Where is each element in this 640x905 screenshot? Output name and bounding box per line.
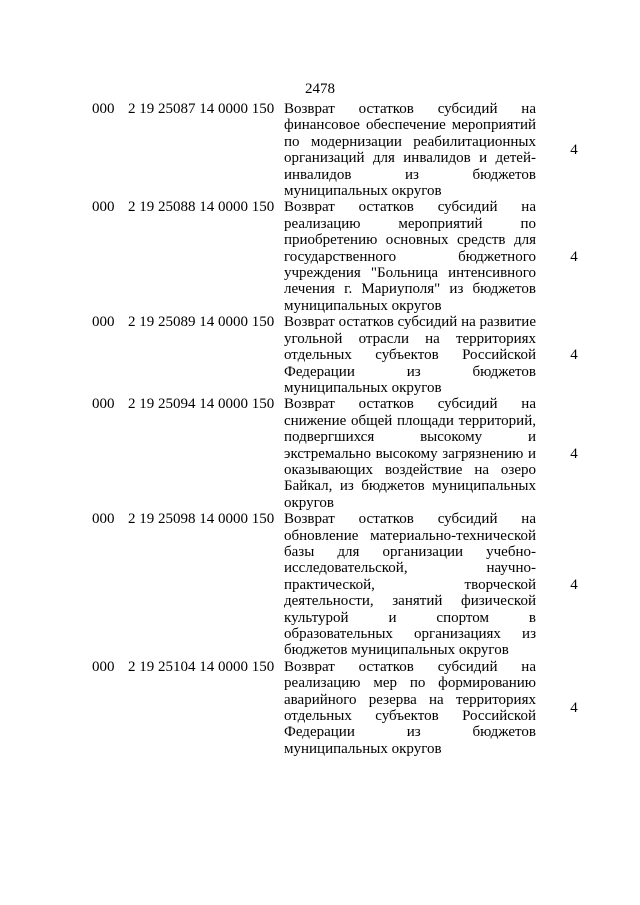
table-row (0, 511, 640, 659)
income-name-cell: Возврат остатков субсидий на финансовое обеспечение мероприятий по модернизации реабилитационных организаций для инвалидов и детей-инвалидов из бюджетов муниципальных округов (284, 101, 536, 200)
relation-code-cell: 4 (570, 142, 578, 159)
budget-classification-code-cell: 2 19 25098 14 0000 150 (128, 511, 275, 528)
income-name-cell: Возврат остатков субсидий на реализацию мероприятий по приобретению основных средств для государственного бюджетного учреждения "Больница интенсивного лечения г. Мариуполя" из бюджетов муниципальных округов (284, 199, 536, 314)
table-row (0, 396, 640, 511)
budget-classification-code-cell: 2 19 25088 14 0000 150 (128, 199, 275, 216)
table-row (0, 659, 640, 757)
income-name-cell: Возврат остатков субсидий на снижение общей площади территорий, подвергшихся высокому и экстремально высокому загрязнению и оказывающих воздействие на озеро Байкал, из бюджетов муниципальных округов (284, 396, 536, 511)
table-row (0, 199, 640, 314)
relation-code-cell: 4 (570, 576, 578, 593)
relation-code-cell: 4 (570, 699, 578, 716)
admin-code-cell: 000 (92, 658, 115, 675)
page-number: 2478 (305, 81, 335, 97)
relation-code-cell: 4 (570, 445, 578, 462)
budget-code-table (0, 101, 640, 757)
admin-code-cell: 000 (92, 396, 115, 413)
table-row (0, 101, 640, 199)
relation-code-cell: 4 (570, 248, 578, 265)
table-row (0, 314, 640, 396)
income-name-cell: Возврат остатков субсидий на развитие угольной отрасли на территориях отдельных субъектов Российской Федерации из бюджетов муниципальных округов (284, 314, 536, 396)
income-name-cell: Возврат остатков субсидий на реализацию мер по формированию аварийного резерва на территориях отдельных субъектов Российской Федерации из бюджетов муниципальных округов (284, 658, 536, 757)
admin-code-cell: 000 (92, 199, 115, 216)
budget-classification-code-cell: 2 19 25087 14 0000 150 (128, 101, 275, 117)
budget-classification-code-cell: 2 19 25104 14 0000 150 (128, 658, 275, 675)
admin-code-cell: 000 (92, 314, 115, 331)
budget-classification-code-cell: 2 19 25094 14 0000 150 (128, 396, 275, 413)
budget-classification-code-cell: 2 19 25089 14 0000 150 (128, 314, 275, 331)
relation-code-cell: 4 (570, 347, 578, 364)
income-name-cell: Возврат остатков субсидий на обновление материально-технической базы для организации учебно-исследовательской, научно-практической, творческой деятельности, занятий физической культурой и спортом в образовательных организациях из бюджетов муниципальных округов (284, 511, 536, 659)
admin-code-cell: 000 (92, 511, 115, 528)
admin-code-cell: 000 (92, 101, 115, 117)
